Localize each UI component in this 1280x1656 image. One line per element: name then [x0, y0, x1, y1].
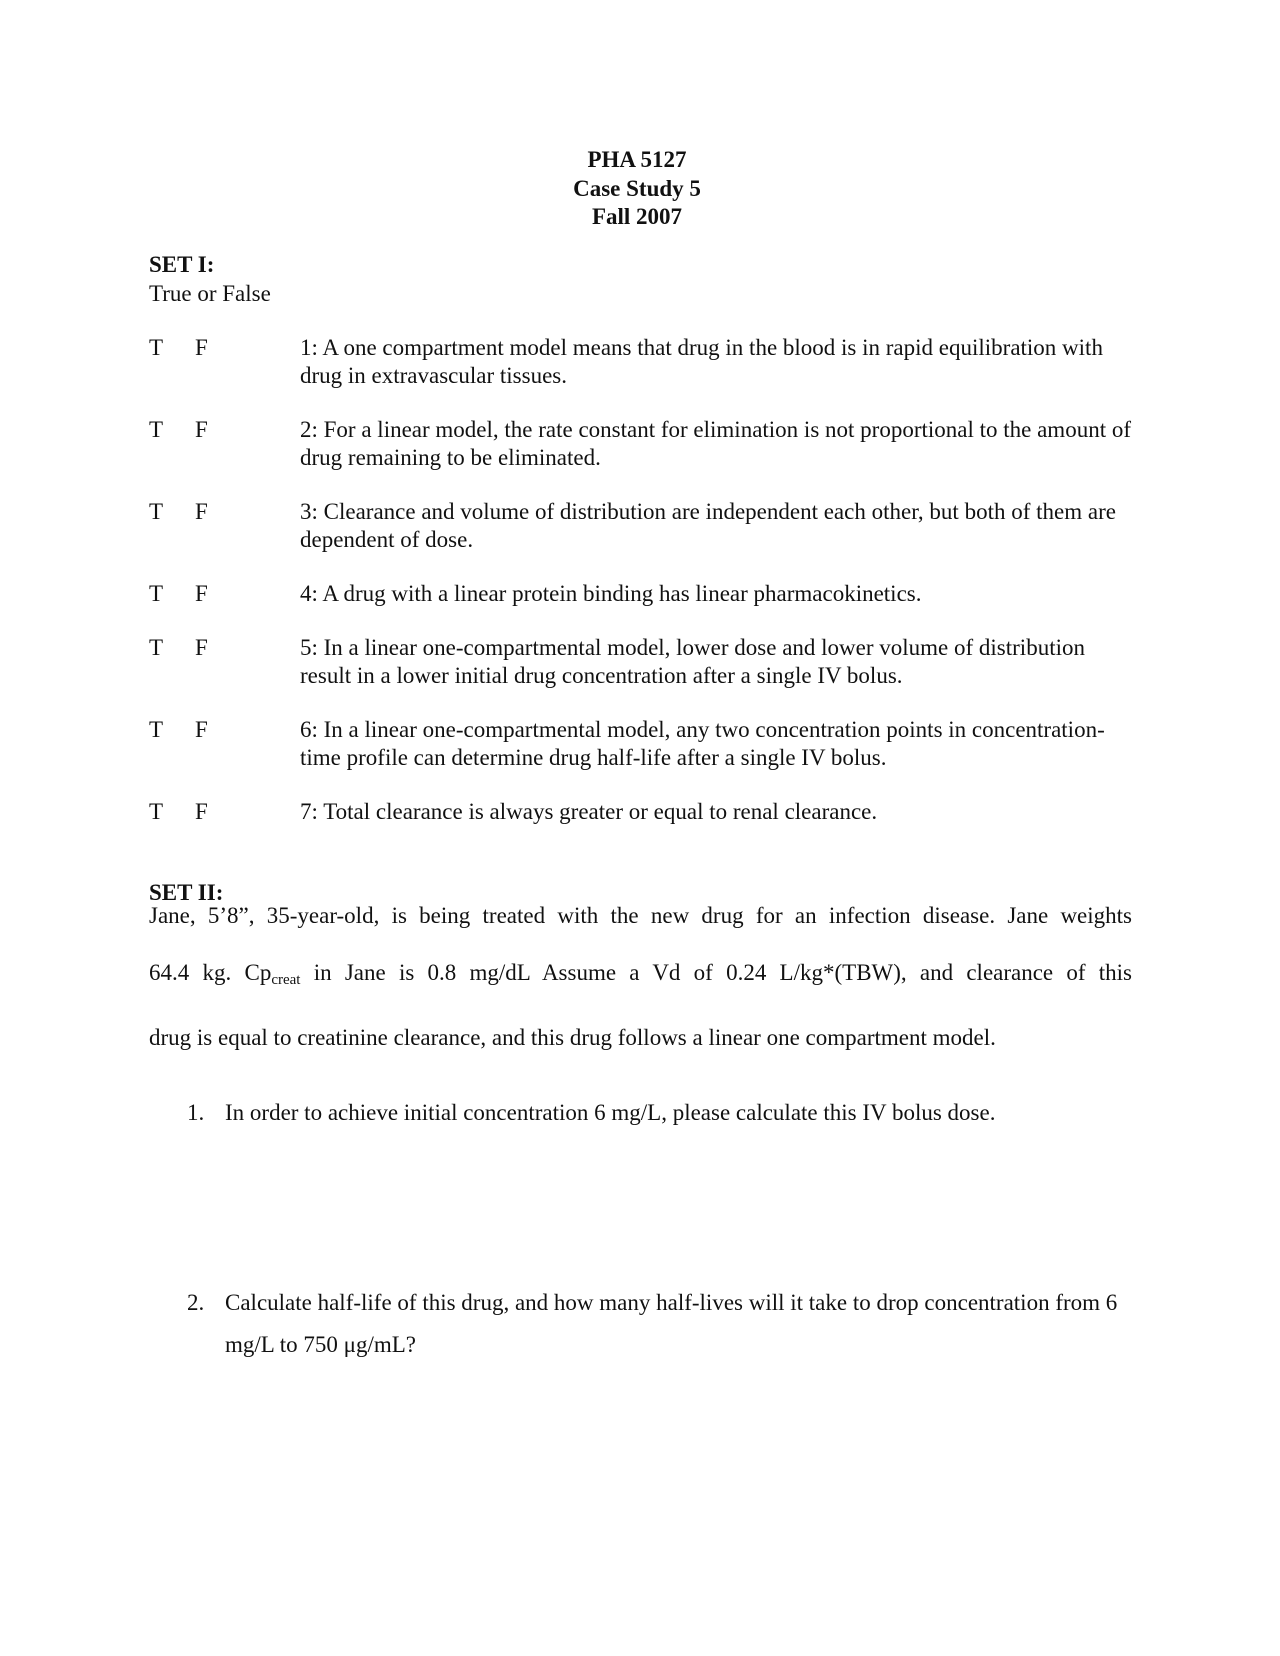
false-option[interactable]: F — [195, 635, 208, 660]
false-option[interactable]: F — [195, 335, 208, 360]
false-option[interactable]: F — [195, 417, 208, 442]
statement-text: 6: In a linear one-compartmental model, any two concentration points in concentration-time profile can determine drug half-life after a single IV bolus. — [300, 717, 1105, 770]
case-line-3: drug is equal to creatinine clearance, and this drug follows a linear one compartment model. — [149, 1025, 996, 1050]
statement-text: 4: A drug with a linear protein binding has linear pharmacokinetics. — [300, 581, 922, 606]
set1-title: SET I: — [149, 252, 215, 277]
case-line-2 — [149, 944, 1132, 1009]
question-text: Calculate half-life of this drug, and how many half-lives will it take to drop concentration from 6 mg/L to 750 μg/mL? — [225, 1290, 1118, 1357]
case-study-title: Case Study 5 — [573, 175, 701, 201]
course-title: PHA 5127 — [587, 147, 687, 172]
question-text: In order to achieve initial concentration 6 mg/L, please calculate this IV bolus dose. — [225, 1100, 996, 1125]
false-option[interactable]: F — [195, 581, 208, 606]
false-option[interactable]: F — [195, 799, 208, 824]
set1-subtitle: True or False — [149, 281, 271, 306]
true-option[interactable]: T — [149, 635, 164, 660]
case-description — [149, 887, 1132, 1066]
set2-title: SET II: — [149, 880, 224, 905]
question-number: 1. — [187, 1100, 205, 1125]
case-line-1: Jane, 5’8”, 35-year-old, is being treated with the new drug for an infection disease. Jane weights — [149, 903, 1132, 928]
true-option[interactable]: T — [149, 335, 164, 360]
document-header — [0, 146, 1280, 232]
false-option[interactable]: F — [195, 717, 208, 742]
statement-text: 1: A one compartment model means that drug in the blood is in rapid equilibration with drug in extravascular tissues. — [300, 335, 1103, 388]
true-option[interactable]: T — [149, 717, 164, 742]
case-line-2-end: in Jane is 0.8 mg/dL Assume a Vd of 0.24 L/kg*(TBW), and clearance of this — [300, 960, 1133, 985]
question-number: 2. — [187, 1290, 205, 1315]
statement-text: 3: Clearance and volume of distribution are independent each other, but both of them are dependent of dose. — [300, 499, 1116, 552]
statement-text: 2: For a linear model, the rate constant for elimination is not proportional to the amount of drug remaining to be eliminated. — [300, 417, 1131, 470]
false-option[interactable]: F — [195, 499, 208, 524]
true-option[interactable]: T — [149, 417, 164, 442]
statement-text: 7: Total clearance is always greater or equal to renal clearance. — [300, 799, 878, 824]
term-title: Fall 2007 — [591, 204, 683, 229]
true-option[interactable]: T — [149, 499, 164, 524]
true-option[interactable]: T — [149, 799, 164, 824]
case-line-2-start: 64.4 kg. Cp — [149, 960, 272, 985]
true-option[interactable]: T — [149, 581, 164, 606]
statement-text: 5: In a linear one-compartmental model, lower dose and lower volume of distribution result in a lower initial drug concentration after a single IV bolus. — [300, 635, 1085, 688]
creat-subscript: creat — [271, 972, 301, 988]
